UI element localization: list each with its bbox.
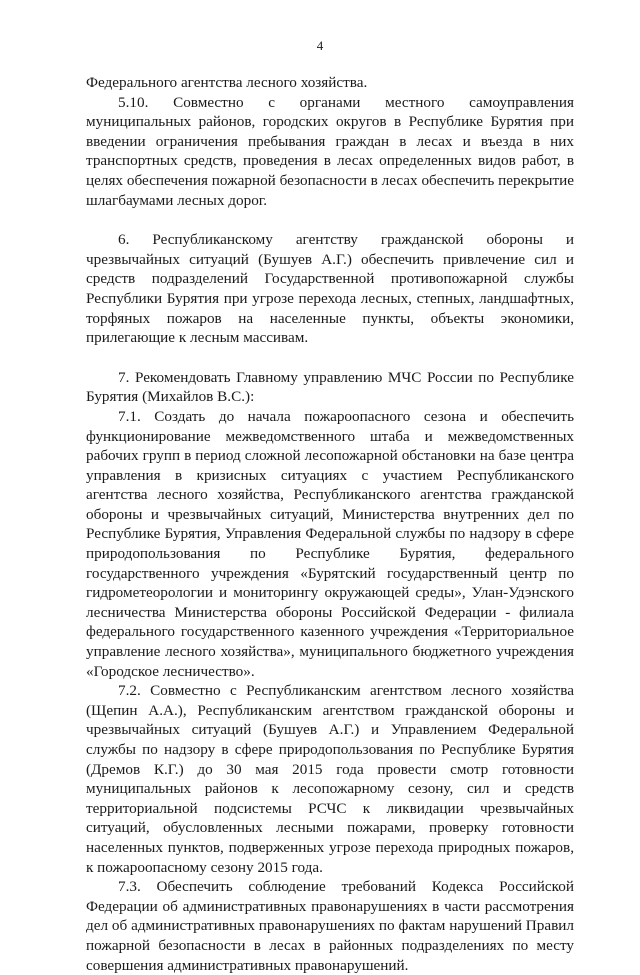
page-number: 4 <box>316 38 324 53</box>
paragraph-7-2: 7.2. Совместно с Республиканским агентством лесного хозяйства (Щепин А.А.), Республиканским агентством гражданской обороны и чрезвычайных ситуаций (Бушуев А.Г.) и Управлением Федеральной службы по надзору в сфере природопользования по Республике Бурятия (Дремов К.Г.) до 30 мая 2015 года провести смотр готовности муниципальных районов к лесопожарному сезону, сил и средств территориальной подсистемы РСЧС к ликвидации чрезвычайных ситуаций, обусловленных лесными пожарами, проверку готовности населенных пунктов, подверженных угрозе перехода природных пожаров, к пожароопасному сезону 2015 года. <box>86 682 574 876</box>
document-body <box>86 73 574 975</box>
paragraph-continuation: Федерального агентства лесного хозяйства. <box>86 74 368 91</box>
paragraph-7: 7. Рекомендовать Главному управлению МЧС России по Республике Бурятия (Михайлов В.С.): <box>86 368 574 406</box>
paragraph-5-10: 5.10. Совместно с органами местного самоуправления муниципальных районов, городских округов в Республике Бурятия при введении ограничения пребывания граждан в лесах и въезда в них транспортных средств, проведения в лесах определенных видов работ, в целях обеспечения пожарной безопасности в лесах обеспечить перекрытие шлагбаумами лесных дорог. <box>86 93 574 209</box>
paragraph-7-3: 7.3. Обеспечить соблюдение требований Кодекса Российской Федерации об административных правонарушениях в части рассмотрения дел об административных правонарушениях по фактам нарушений Правил пожарной безопасности в лесах в районных подразделениях по месту совершения административных правонарушений. <box>86 878 574 974</box>
paragraph-6: 6. Республиканскому агентству гражданской обороны и чрезвычайных ситуаций (Бушуев А.Г.) обеспечить привлечение сил и средств подразделений Государственной противопожарной службы Республики Бурятия при угрозе перехода лесных, степных, ландшафтных, торфяных пожаров на населенные пункты, объекты экономики, прилегающие к лесным массивам. <box>86 231 574 347</box>
paragraph-7-1: 7.1. Создать до начала пожароопасного сезона и обеспечить функционирование межведомственного штаба и межведомственных рабочих групп в период сложной лесопожарной обстановки на базе центра управления в кризисных ситуациях с участием Республиканского агентства лесного хозяйства, Республиканского агентства гражданской обороны и чрезвычайных ситуаций, Министерства внутренних дел по Республике Бурятия, Управления Федеральной службы по надзору в сфере природопользования по Республике Бурятия, федерального государственного учреждения «Бурятский государственный центр по гидрометеорологии и мониторингу окружающей среды», Улан-Удэнского лесничества Министерства обороны Российской Федерации - филиала федерального государственного казенного учреждения «Территориальное управление лесного хозяйства», муниципального бюджетного учреждения «Городское лесничество». <box>86 407 574 680</box>
